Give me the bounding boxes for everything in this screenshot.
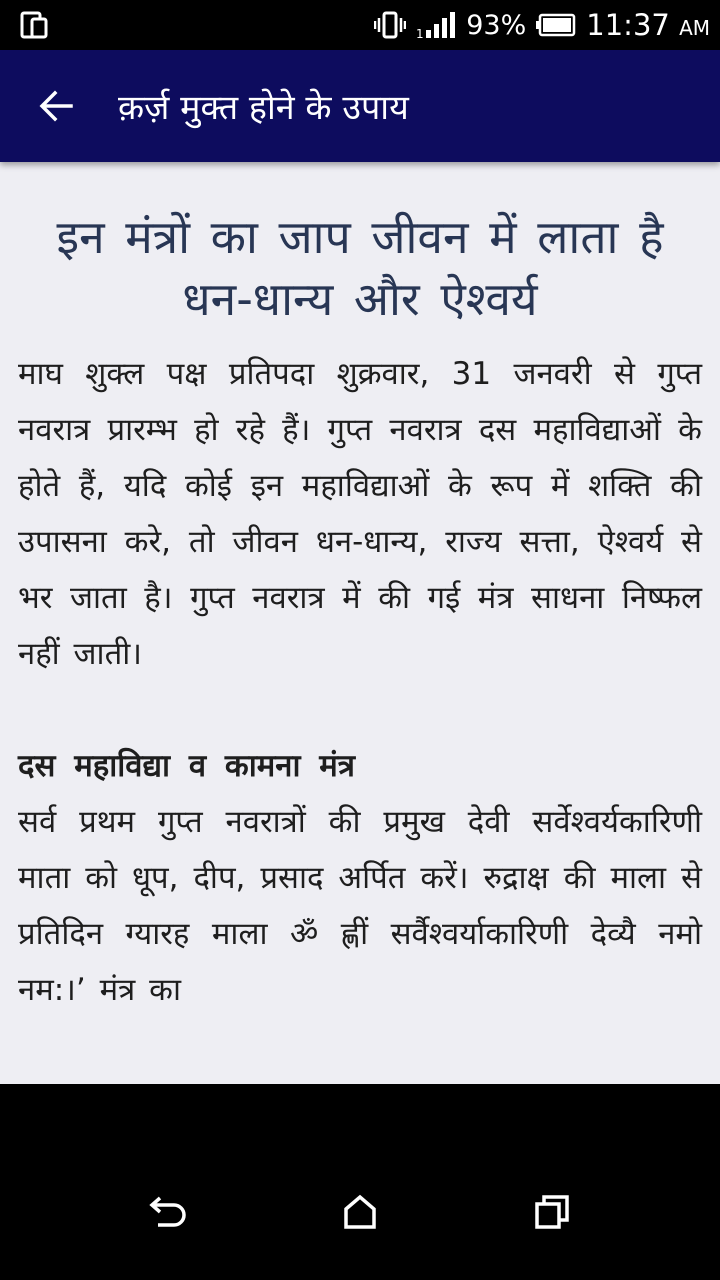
page-title: क़र्ज़ मुक्त होने के उपाय <box>118 88 409 128</box>
vibrate-icon <box>374 11 406 39</box>
nav-back-button[interactable] <box>138 1182 198 1242</box>
status-bar <box>0 0 720 50</box>
article-paragraph: माघ शुक्ल पक्ष प्रतिपदा शुक्रवार, 31 जनवरी से गुप्त नवरात्र प्रारम्भ हो रहे हैं। गुप्त नवरात्र दस महाविद्याओं के होते हैं, यदि कोई इन महाविद्याओं के रूप में शक्ति की उपासना करे, तो जीवन धन-धान्य, राज्य सत्ता, ऐश्वर्य से भर जाता है। गुप्त नवरात्र में की गई मंत्र साधना निष्फल नहीं जाती। <box>18 356 702 672</box>
screen-mirror-icon <box>20 10 48 40</box>
arrow-left-icon <box>38 88 74 124</box>
app-bar <box>0 50 720 162</box>
section-heading: दस महाविद्या व कामना मंत्र <box>18 748 355 784</box>
recents-nav-icon <box>534 1194 570 1230</box>
clock: 11:37 AM <box>586 8 710 42</box>
article-paragraph-2: सर्व प्रथम गुप्त नवरात्रों की प्रमुख देवी सर्वेश्वर्यकारिणी माता को धूप, दीप, प्रसाद अर्पित करें। रुद्राक्ष की माला से प्रतिदिन ग्यारह माला ॐ ह्णीं सर्वैश्वर्याकारिणी देव्यै नमो नम:।’ मंत्र का <box>18 804 702 1008</box>
nav-recents-button[interactable] <box>522 1182 582 1242</box>
nav-home-button[interactable] <box>330 1182 390 1242</box>
svg-text:1: 1 <box>416 27 424 40</box>
back-nav-icon <box>148 1194 188 1230</box>
system-nav-bar <box>0 1084 720 1280</box>
back-button[interactable] <box>28 78 84 134</box>
battery-percent: 93% <box>466 9 527 41</box>
article-content[interactable] <box>0 162 720 1084</box>
home-nav-icon <box>342 1194 378 1230</box>
battery-icon <box>536 13 576 37</box>
signal-icon <box>416 10 456 40</box>
status-icons <box>364 0 710 50</box>
article-title: इन मंत्रों का जाप जीवन में लाता है धन-धान्य और ऐश्वर्य <box>56 210 664 326</box>
